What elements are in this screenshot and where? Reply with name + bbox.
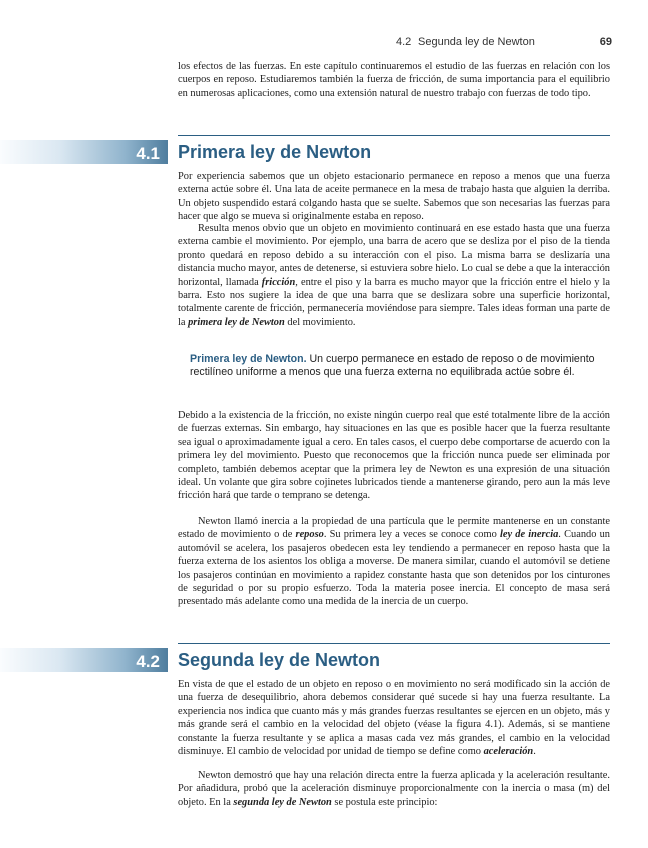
text-run: , entre el piso y la barra es mucho mayor que la fricción entre el hielo y la barra. Esto nos sugiere la idea de que una barra que se deslizara sobre una superficie horizontal, totalmente carente de fricción, permanecería moviéndose para siempre. Tales ideas forman una parte de la <box>178 276 611 328</box>
term-ley-de-inercia: ley de inercia <box>499 529 559 541</box>
running-head-section-number: 4.2 <box>396 36 412 48</box>
text-run: se postula este principio: <box>331 796 438 808</box>
section-4-1-paragraph-1: Por experiencia sabemos que un objeto estacionario permanece en reposo a menos que una fuerza externa actúe sobre él. Una lata de aceite permanece en la mesa de trabajo hasta que alguien la derriba. Un objeto suspendido estará colgando hasta que se suelte. Sabemos que son necesarias las fuerzas para hacer que algo se mueva si originalmente estaba en reposo. <box>178 171 610 223</box>
section-title: Primera ley de Newton <box>178 142 372 162</box>
term-reposo: reposo <box>295 529 324 541</box>
term-aceleracion: aceleración <box>483 746 534 758</box>
text-run: Resulta menos obvio que un objeto en movimiento continuará en ese estado hasta que una fuerza externa cambie el movimiento. Por ejemplo, una barra de acero que se desliza por el piso de la tienda pronto quedará en reposo debido a su interacción con el piso. La misma barra se deslizaría una distancia mucho mayor, antes de detenerse, si estuviera sobre hielo. Lo cual se debe a que la interacción horizontal, llamada <box>178 223 610 288</box>
term-friccion: fricción <box>261 276 296 288</box>
text-run: del movimiento. <box>284 316 356 328</box>
section-heading-4-1 <box>0 134 648 168</box>
intro-paragraph: los efectos de las fuerzas. En este capítulo continuaremos el estudio de las fuerzas en relación con los cuerpos en reposo. Estudiaremos también la fuerza de fricción, de suma importancia para el equilibrio en numerosas aplicaciones, como una extensión natural de nuestro trabajo con fuerzas de todo tipo. <box>178 61 610 99</box>
text-run: . Su primera ley a veces se conoce como <box>323 529 500 541</box>
first-law-statement <box>190 353 610 380</box>
text-run: . Cuando un automóvil se acelera, los pasajeros obedecen esta ley tendiendo a permanecer en reposo hasta que la fuerza externa de los asientos los obliga a moverse. De manera similar, cuando el automóvil se detiene los pasajeros continúan en movimiento a rapidez constante hasta que son detenidos por los cinturones de seguridad o por su propio esfuerzo. Toda la materia posee inercia. El concepto de masa será presentado más adelante como una medida de la inercia de un cuerpo. <box>178 529 610 608</box>
section-rule <box>178 135 610 136</box>
section-rule <box>178 643 610 644</box>
running-head <box>396 36 612 52</box>
section-4-1-paragraph-3: Debido a la existencia de la fricción, no existe ningún cuerpo real que esté totalmente libre de la acción de fuerzas externas. Sin embargo, hay situaciones en las que es posible hacer que la fuerza resultante sea igual o aproximadamente igual a cero. En tales casos, el cuerpo debe comportarse de acuerdo con la primera ley del movimiento. Puesto que reconocemos que la fricción nunca puede ser eliminada por completo, también debemos aceptar que la primera ley de Newton es una expresión de una situación ideal. Un volante que gira sobre cojinetes lubricados tiende a mantenerse girando, pero aun la más leve fricción hará que tarde o temprano se detenga. <box>178 410 610 502</box>
section-4-2-paragraph-2 <box>178 769 610 809</box>
term-primera-ley: primera ley de Newton <box>188 316 285 328</box>
section-title: Segunda ley de Newton <box>178 650 381 670</box>
section-4-2-paragraph-1 <box>178 678 610 758</box>
page-number: 69 <box>599 36 612 48</box>
section-number: 4.1 <box>136 144 160 163</box>
section-heading-4-2 <box>0 642 648 676</box>
text-run: En vista de que el estado de un objeto en reposo o en movimiento no será modificado sin la acción de una fuerza de desequilibrio, ahora debemos considerar qué sucede si hay una fuerza resultante. La experiencia nos indica que cuanto más y más grandes fuerzas resultantes se ejercen en un objeto, más y más grande será el cambio en la velocidad del objeto (véase la figura 4.1). Además, si se mantiene constante la fuerza resultante y se aplica a masas cada vez más grandes, el cambio en la velocidad disminuye. El cambio de velocidad por unidad de tiempo se define como <box>178 679 610 758</box>
law-text: Un cuerpo permanece en estado de reposo o de movimiento rectilíneo uniforme a menos que una fuerza externa no equilibrada actúe sobre él. <box>190 353 595 379</box>
section-number: 4.2 <box>136 652 160 671</box>
text-run: . <box>533 746 536 758</box>
text-run: Newton demostró que hay una relación directa entre la fuerza aplicada y la aceleración resultante. Por añadidura, probó que la aceleración disminuye proporcionalmente con la inercia o masa (m) del objeto. En la <box>178 770 610 808</box>
term-segunda-ley: segunda ley de Newton <box>233 796 332 808</box>
section-4-1-paragraph-4 <box>178 515 610 609</box>
running-head-section-title: Segunda ley de Newton <box>418 36 535 48</box>
text-run: Newton llamó inercia a la propiedad de una partícula que le permite mantenerse en un constante estado de movimiento o de <box>178 516 610 541</box>
law-label: Primera ley de Newton. <box>190 353 307 365</box>
section-4-1-paragraph-2 <box>178 222 610 329</box>
